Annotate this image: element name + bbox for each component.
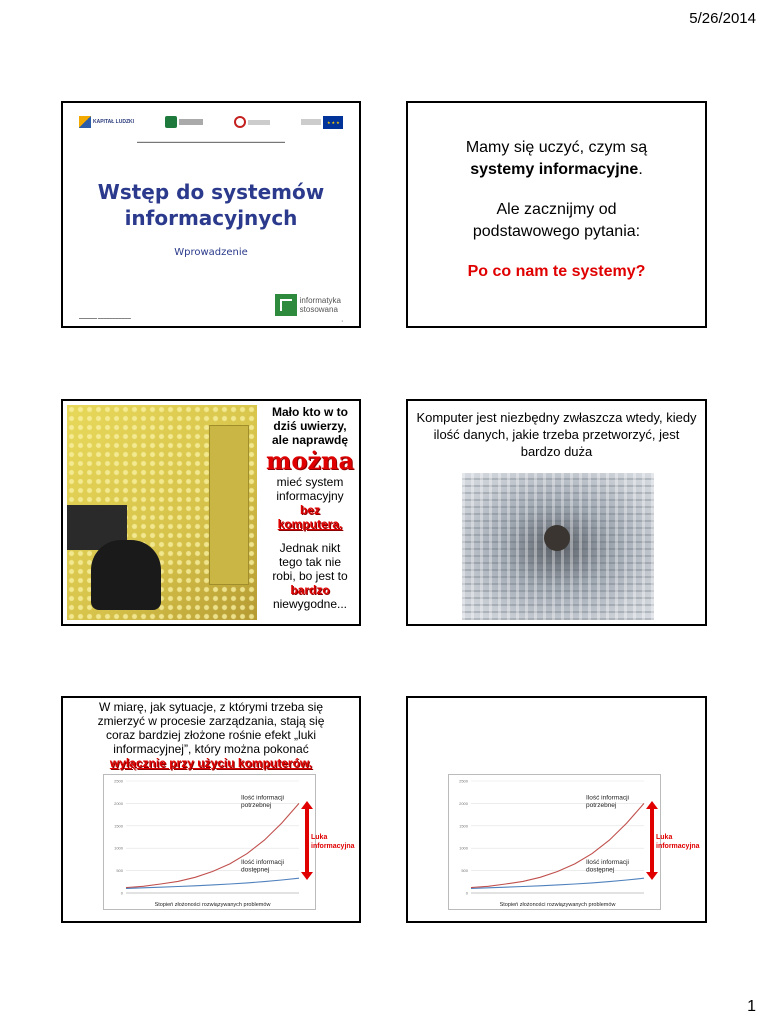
- print-date: 5/26/2014: [689, 10, 756, 27]
- information-gap-chart: [103, 774, 355, 910]
- s3-line-6: Jednak nikt: [279, 541, 341, 555]
- series-label: Ilość informacji dostępnej: [241, 859, 284, 874]
- swirl-icon: [234, 116, 246, 128]
- s3-line-5: informacyjny: [276, 489, 344, 503]
- s5-line-2: zmierzyć w procesie zarządzania, stają się: [97, 714, 325, 728]
- y-tick-label: 2500: [114, 778, 123, 784]
- information-gap-label: Luka informacyjna: [311, 833, 355, 850]
- x-axis-label: Stopień złożoności rozwiązywanych problemów: [154, 902, 271, 908]
- slide-4: [406, 399, 707, 626]
- s3-line-9: niewygodne...: [272, 597, 348, 611]
- y-tick-label: 2000: [114, 800, 123, 806]
- crest-icon: [165, 116, 177, 128]
- y-tick-label: 1500: [114, 823, 123, 829]
- slide-2-line-4: podstawowego pytania:: [472, 223, 641, 240]
- slide-2-text: [408, 137, 705, 283]
- y-tick-label: 2000: [459, 800, 468, 806]
- funding-line: ▬▬▬▬▬▬▬▬▬▬▬▬▬▬▬▬▬▬▬▬▬▬▬▬▬▬▬▬▬▬▬▬▬▬▬▬▬: [137, 139, 285, 144]
- information-gap-arrow: [650, 807, 654, 874]
- paper-stack-photo: [462, 473, 654, 620]
- slide-2-period: .: [638, 161, 643, 178]
- series-line-0: [126, 803, 299, 887]
- series-line-1: [126, 878, 299, 888]
- s3-red-2: komputera.: [277, 517, 343, 531]
- series-line-0: [471, 803, 644, 887]
- x-axis-label: Stopień złożoności rozwiązywanych problemów: [499, 902, 616, 908]
- s5-red-line: wyłącznie przy użyciu komputerów.: [109, 756, 313, 770]
- s3-line-2: dziś uwierzy,: [273, 419, 347, 433]
- series-line-1: [471, 878, 644, 888]
- slide-1-subtitle: Wprowadzenie: [174, 247, 248, 258]
- y-tick-label: 1000: [114, 845, 123, 851]
- slide-4-text: Komputer jest niezbędny zwłaszcza wtedy, kiedy ilość danych, jakie trzeba przetworzyć, jest bardzo duża: [416, 410, 697, 459]
- title-line-1: Wstęp do systemów: [97, 180, 325, 204]
- slide-3: [61, 399, 361, 626]
- slide-2-line-1: Mamy się uczyć, czym są: [465, 139, 648, 156]
- eu-logo: [301, 116, 343, 129]
- informatyka-mark-icon: [275, 294, 297, 316]
- slide-2-question: Po co nam te systemy?: [467, 263, 646, 280]
- y-tick-label: 500: [461, 868, 468, 874]
- region-logo: [234, 116, 270, 128]
- kapital-ludzki-mark-icon: [79, 116, 91, 128]
- slide-2-emphasis: systemy informacyjne: [470, 161, 639, 178]
- y-tick-label: 1000: [459, 845, 468, 851]
- slide-5-text: [69, 700, 353, 770]
- y-tick-label: 2500: [459, 778, 468, 784]
- s5-line-1: W miarę, jak sytuacje, z którymi trzeba się: [98, 700, 324, 714]
- kapital-ludzki-logo: KAPITAŁ LUDZKI: [79, 116, 134, 128]
- page-number: 1: [747, 998, 756, 1015]
- s5-line-3: coraz bardziej złożone rośnie efekt „luki: [105, 728, 317, 742]
- slide-1: [61, 101, 361, 328]
- s3-line-4: mieć system: [276, 475, 344, 489]
- series-label: Ilość informacji dostępnej: [586, 859, 629, 874]
- series-label: Ilość informacji potrzebnej: [241, 794, 284, 809]
- eu-flag-icon: [323, 116, 343, 129]
- chart-svg: [104, 775, 317, 911]
- slide-2: [406, 101, 707, 328]
- chart-svg: [449, 775, 662, 911]
- slide-6: [406, 696, 707, 923]
- information-gap-label: Luka informacyjna: [656, 833, 700, 850]
- slide-3-text: [261, 405, 359, 611]
- s3-emphasis: można: [265, 446, 355, 475]
- y-tick-label: 0: [120, 890, 123, 896]
- university-logo: [165, 116, 203, 128]
- series-label: Ilość informacji potrzebnej: [586, 794, 629, 809]
- slide-1-title: [63, 179, 359, 231]
- y-tick-label: 500: [116, 868, 123, 874]
- information-gap-chart: [448, 774, 700, 910]
- office-chair-icon: [91, 540, 161, 610]
- sticky-notes-room-photo: [67, 405, 257, 620]
- slide-1-number: 1: [341, 319, 343, 323]
- information-gap-arrow: [305, 807, 309, 874]
- s5-line-4: informacyjnej”, który można pokonać: [113, 742, 309, 756]
- s3-line-7: tego tak nie: [278, 555, 342, 569]
- s3-line-1: Mało kto w to: [272, 405, 348, 419]
- logo-strip: [79, 112, 343, 132]
- slide-1-footer: ▬▬▬▬▬▬ ▬▬▬▬▬▬▬▬▬▬▬: [79, 316, 131, 320]
- s3-line-3: ale naprawdę: [271, 433, 349, 447]
- s3-red-1: bez: [299, 503, 320, 517]
- person-icon: [544, 525, 570, 551]
- slide-2-line-3: Ale zacznijmy od: [496, 201, 617, 218]
- brand-line-2: stosowana: [299, 305, 338, 314]
- s3-line-8: robi, bo jest to: [272, 569, 348, 583]
- y-tick-label: 1500: [459, 823, 468, 829]
- informatyka-stosowana-logo: [275, 294, 341, 316]
- brand-line-1: informatyka: [299, 296, 341, 305]
- y-tick-label: 0: [465, 890, 468, 896]
- slide-5: [61, 696, 361, 923]
- title-line-2: informacyjnych: [124, 206, 298, 230]
- s3-red-3: bardzo: [290, 583, 330, 597]
